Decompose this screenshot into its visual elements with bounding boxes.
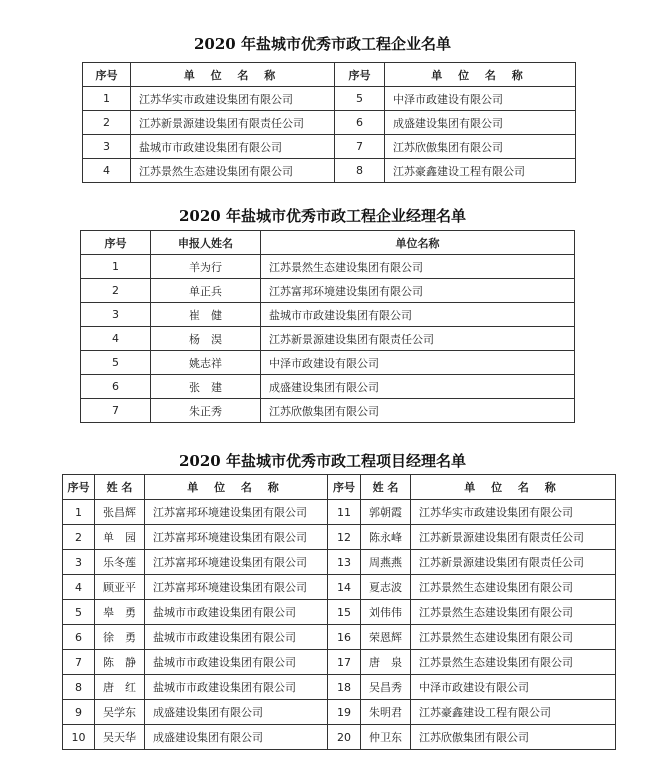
header-unit: 单位名称: [261, 231, 575, 255]
table-row: [81, 399, 575, 423]
title-project-manager-list: 2020 年盐城市优秀市政工程项目经理名单: [179, 452, 466, 470]
company-name: 江苏豪鑫建设工程有限公司: [385, 159, 576, 183]
company-name: 成盛建设集团有限公司: [145, 725, 328, 750]
row-number: 16: [328, 625, 361, 650]
row-number: 2: [83, 111, 131, 135]
company-name: 江苏华实市政建设集团有限公司: [131, 87, 335, 111]
company-name: 盐城市市政建设集团有限公司: [261, 303, 575, 327]
company-name: 成盛建设集团有限公司: [261, 375, 575, 399]
header-name: 姓 名: [361, 475, 411, 500]
row-number: 10: [63, 725, 95, 750]
person-name: 郭朝霞: [361, 500, 411, 525]
company-name: 江苏景然生态建设集团有限公司: [411, 650, 616, 675]
table-row: [81, 303, 575, 327]
person-name: 姚志祥: [151, 351, 261, 375]
company-name: 江苏富邦环境建设集团有限公司: [145, 550, 328, 575]
header-unit: 单 位 名 称: [385, 63, 576, 87]
row-number: 7: [81, 399, 151, 423]
row-number: 7: [63, 650, 95, 675]
header-name: 姓 名: [95, 475, 145, 500]
company-name: 盐城市市政建设集团有限公司: [145, 650, 328, 675]
row-number: 2: [63, 525, 95, 550]
table-row: [63, 675, 616, 700]
table-header-row: [63, 475, 616, 500]
header-no: 序号: [81, 231, 151, 255]
company-name: 中泽市政建设有限公司: [411, 675, 616, 700]
company-name: 江苏景然生态建设集团有限公司: [411, 600, 616, 625]
row-number: 1: [83, 87, 131, 111]
row-number: 3: [81, 303, 151, 327]
row-number: 3: [83, 135, 131, 159]
table-row: [63, 500, 616, 525]
person-name: 陈 静: [95, 650, 145, 675]
header-no: 序号: [335, 63, 385, 87]
header-unit: 单 位 名 称: [145, 475, 328, 500]
company-name: 江苏富邦环境建设集团有限公司: [145, 525, 328, 550]
row-number: 1: [81, 255, 151, 279]
table-row: [81, 279, 575, 303]
person-name: 崔 健: [151, 303, 261, 327]
row-number: 17: [328, 650, 361, 675]
row-number: 4: [63, 575, 95, 600]
company-name: 成盛建设集团有限公司: [385, 111, 576, 135]
person-name: 唐 红: [95, 675, 145, 700]
company-name: 江苏欣傲集团有限公司: [385, 135, 576, 159]
person-name: 张 建: [151, 375, 261, 399]
header-no: 序号: [63, 475, 95, 500]
person-name: 徐 勇: [95, 625, 145, 650]
manager-table: [80, 230, 575, 423]
header-unit: 单 位 名 称: [411, 475, 616, 500]
table-row: [63, 575, 616, 600]
person-name: 乐冬莲: [95, 550, 145, 575]
row-number: 15: [328, 600, 361, 625]
person-name: 夏志波: [361, 575, 411, 600]
row-number: 8: [63, 675, 95, 700]
row-number: 2: [81, 279, 151, 303]
row-number: 4: [81, 327, 151, 351]
row-number: 1: [63, 500, 95, 525]
person-name: 张昌辉: [95, 500, 145, 525]
company-name: 江苏欣傲集团有限公司: [411, 725, 616, 750]
row-number: 18: [328, 675, 361, 700]
table-row: [63, 725, 616, 750]
company-name: 江苏富邦环境建设集团有限公司: [145, 500, 328, 525]
company-name: 盐城市市政建设集团有限公司: [145, 675, 328, 700]
person-name: 仲卫东: [361, 725, 411, 750]
person-name: 周燕燕: [361, 550, 411, 575]
company-name: 江苏景然生态建设集团有限公司: [131, 159, 335, 183]
company-name: 江苏豪鑫建设工程有限公司: [411, 700, 616, 725]
company-name: 中泽市政建设有限公司: [261, 351, 575, 375]
person-name: 顾亚平: [95, 575, 145, 600]
table-row: [83, 111, 576, 135]
row-number: 5: [81, 351, 151, 375]
row-number: 8: [335, 159, 385, 183]
table-row: [63, 650, 616, 675]
table-row: [81, 375, 575, 399]
person-name: 吴学东: [95, 700, 145, 725]
person-name: 单 园: [95, 525, 145, 550]
row-number: 5: [63, 600, 95, 625]
header-name: 申报人姓名: [151, 231, 261, 255]
company-name: 江苏景然生态建设集团有限公司: [261, 255, 575, 279]
header-no: 序号: [83, 63, 131, 87]
project-manager-table: [62, 474, 616, 750]
table-row: [83, 135, 576, 159]
company-name: 江苏欣傲集团有限公司: [261, 399, 575, 423]
table-row: [63, 550, 616, 575]
row-number: 4: [83, 159, 131, 183]
company-name: 中泽市政建设有限公司: [385, 87, 576, 111]
person-name: 朱明君: [361, 700, 411, 725]
company-name: 江苏新景源建设集团有限责任公司: [131, 111, 335, 135]
title-manager-list: 2020 年盐城市优秀市政工程企业经理名单: [179, 207, 466, 225]
row-number: 13: [328, 550, 361, 575]
table-row: [63, 600, 616, 625]
table-header-row: [83, 63, 576, 87]
company-name: 江苏景然生态建设集团有限公司: [411, 625, 616, 650]
person-name: 单正兵: [151, 279, 261, 303]
row-number: 14: [328, 575, 361, 600]
row-number: 6: [335, 111, 385, 135]
person-name: 荣恩辉: [361, 625, 411, 650]
row-number: 5: [335, 87, 385, 111]
table-header-row: [81, 231, 575, 255]
person-name: 杨 淏: [151, 327, 261, 351]
enterprise-table: [82, 62, 576, 183]
company-name: 江苏新景源建设集团有限责任公司: [411, 550, 616, 575]
person-name: 吴昌秀: [361, 675, 411, 700]
company-name: 江苏景然生态建设集团有限公司: [411, 575, 616, 600]
person-name: 朱正秀: [151, 399, 261, 423]
person-name: 刘伟伟: [361, 600, 411, 625]
row-number: 6: [81, 375, 151, 399]
company-name: 江苏富邦环境建设集团有限公司: [261, 279, 575, 303]
table-row: [81, 351, 575, 375]
row-number: 9: [63, 700, 95, 725]
company-name: 盐城市市政建设集团有限公司: [131, 135, 335, 159]
person-name: 羊为行: [151, 255, 261, 279]
header-no: 序号: [328, 475, 361, 500]
row-number: 19: [328, 700, 361, 725]
table-row: [63, 700, 616, 725]
title-enterprise-list: 2020 年盐城市优秀市政工程企业名单: [194, 35, 451, 53]
person-name: 唐 泉: [361, 650, 411, 675]
header-unit: 单 位 名 称: [131, 63, 335, 87]
row-number: 11: [328, 500, 361, 525]
company-name: 江苏富邦环境建设集团有限公司: [145, 575, 328, 600]
person-name: 吴天华: [95, 725, 145, 750]
person-name: 陈永峰: [361, 525, 411, 550]
table-row: [63, 525, 616, 550]
person-name: 皋 勇: [95, 600, 145, 625]
company-name: 盐城市市政建设集团有限公司: [145, 600, 328, 625]
company-name: 江苏新景源建设集团有限责任公司: [411, 525, 616, 550]
row-number: 6: [63, 625, 95, 650]
company-name: 江苏新景源建设集团有限责任公司: [261, 327, 575, 351]
table-row: [83, 159, 576, 183]
row-number: 7: [335, 135, 385, 159]
table-row: [81, 327, 575, 351]
company-name: 江苏华实市政建设集团有限公司: [411, 500, 616, 525]
row-number: 12: [328, 525, 361, 550]
row-number: 20: [328, 725, 361, 750]
table-row: [63, 625, 616, 650]
table-row: [81, 255, 575, 279]
row-number: 3: [63, 550, 95, 575]
company-name: 盐城市市政建设集团有限公司: [145, 625, 328, 650]
company-name: 成盛建设集团有限公司: [145, 700, 328, 725]
table-row: [83, 87, 576, 111]
